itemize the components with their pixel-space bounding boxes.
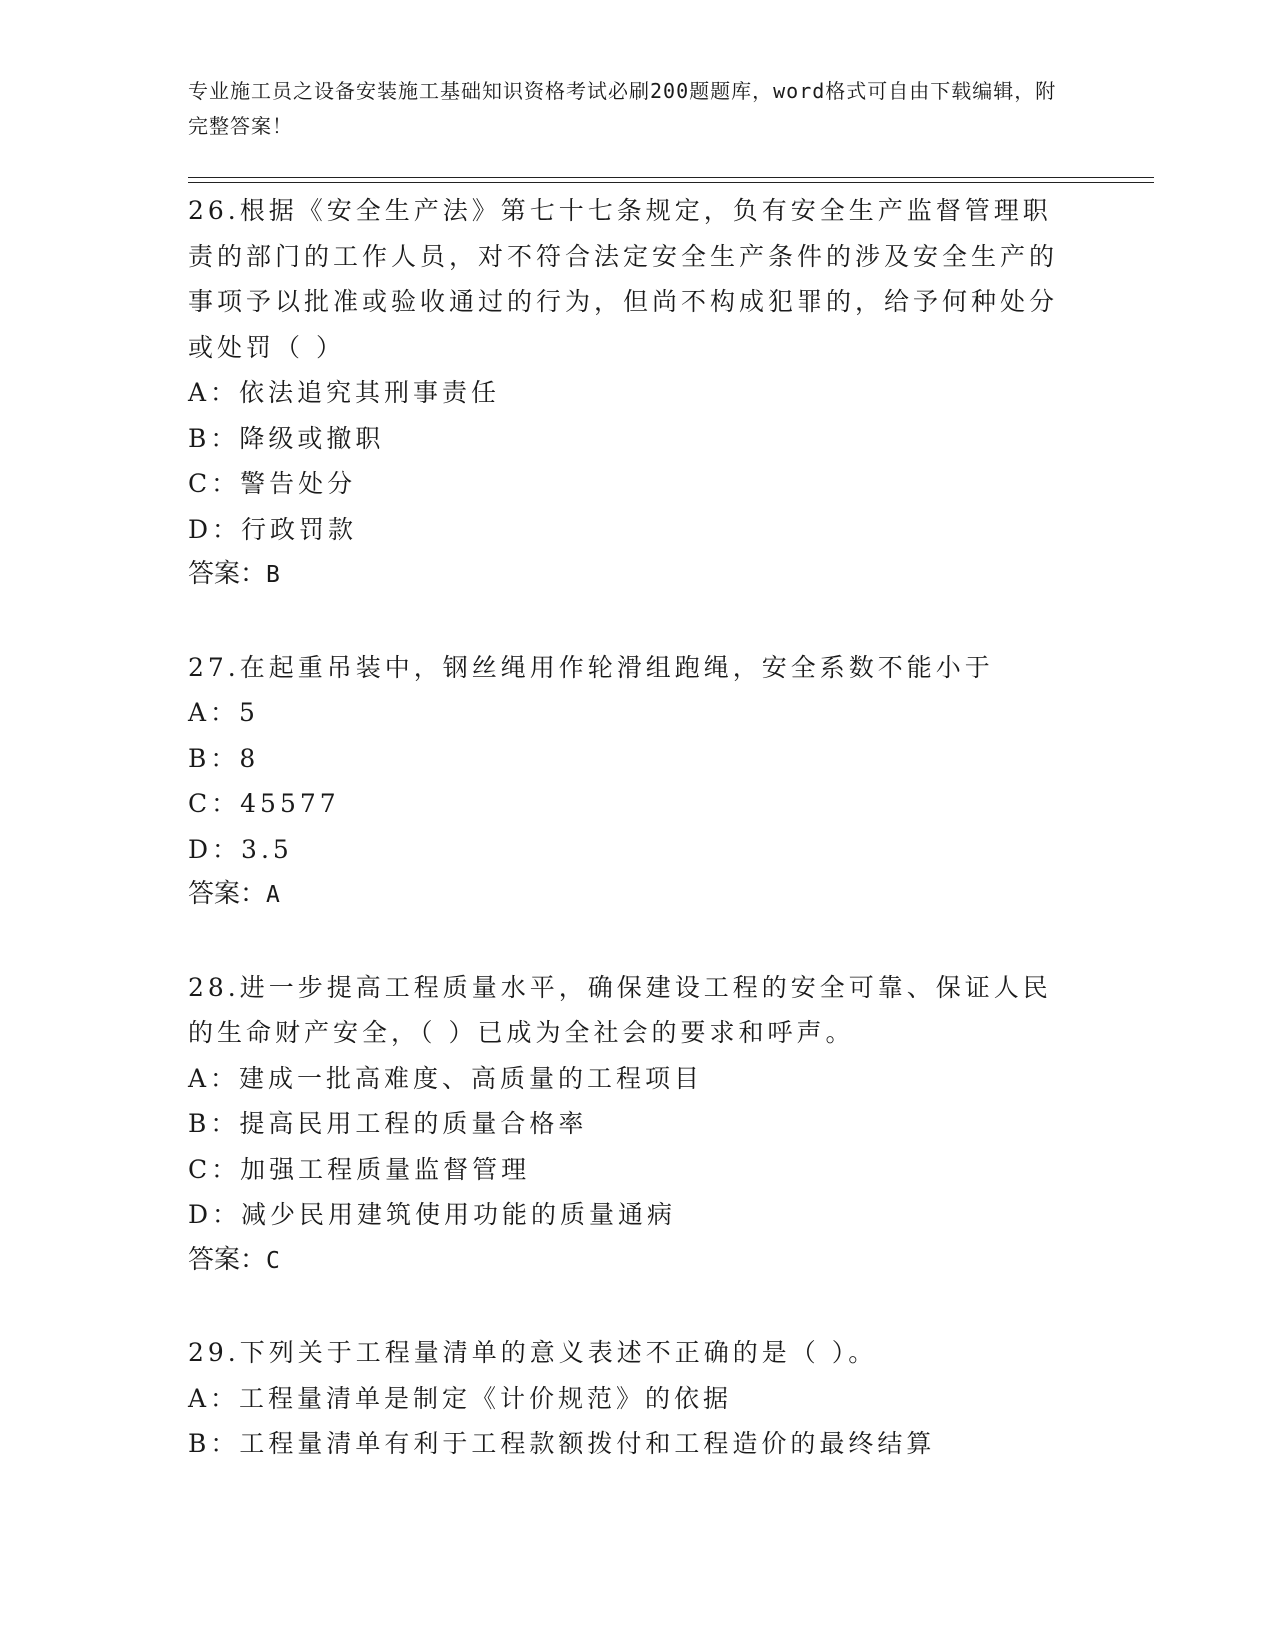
option-a: A：5 <box>188 698 259 727</box>
option-a: A：建成一批高难度、高质量的工程项目 <box>188 1063 704 1093</box>
answer-label: 答案： <box>188 1244 267 1275</box>
question-spacer <box>188 599 1088 645</box>
answer-value: A <box>266 882 280 908</box>
document-header: 专业施工员之设备安装施工基础知识资格考试必刷200题题库，word格式可自由下载编辑，附完整答案！ <box>188 79 1057 138</box>
question-list <box>188 188 1088 1467</box>
question-28 <box>188 965 1088 1285</box>
answer-label: 答案： <box>188 879 267 909</box>
header-divider-thick <box>188 182 1154 183</box>
question-spacer <box>188 919 1088 965</box>
question-stem: 29.下列关于工程量清单的意义表述不正确的是（ ）。 <box>188 1338 878 1367</box>
question-stem: 28.进一步提高工程质量水平，确保建设工程的安全可靠、保证人民的生命财产安全，（ ）已成为全社会的要求和呼声。 <box>188 972 1052 1047</box>
answer-line <box>188 1238 1088 1285</box>
option-b: B：降级或撤职 <box>188 423 385 453</box>
option-c: C：加强工程质量监督管理 <box>188 1154 531 1184</box>
option-d: D：行政罚款 <box>188 514 358 544</box>
option-a: A：依法追究其刑事责任 <box>188 378 501 407</box>
question-27 <box>188 645 1088 919</box>
question-29 <box>188 1330 1088 1467</box>
answer-value: B <box>266 562 280 588</box>
option-c: C：警告处分 <box>188 469 357 498</box>
question-stem: 26.根据《安全生产法》第七十七条规定，负有安全生产监督管理职责的部门的工作人员，对不符合法定安全生产条件的涉及安全生产的事项予以批准或验收通过的行为，但尚不构成犯罪的，给予何种处分或处罚（ ） <box>188 196 1059 362</box>
option-b: B：提高民用工程的质量合格率 <box>188 1109 588 1138</box>
answer-line <box>188 552 1088 599</box>
option-a: A：工程量清单是制定《计价规范》的依据 <box>188 1383 733 1413</box>
option-d: D：3.5 <box>188 834 293 864</box>
option-d: D：减少民用建筑使用功能的质量通病 <box>188 1200 677 1229</box>
answer-label: 答案： <box>188 559 267 589</box>
answer-value: C <box>266 1247 280 1274</box>
header-divider-thin <box>188 177 1154 178</box>
question-spacer <box>188 1284 1088 1330</box>
answer-line <box>188 872 1088 919</box>
option-b: B：工程量清单有利于工程款额拨付和工程造价的最终结算 <box>188 1429 936 1458</box>
option-b: B：8 <box>188 743 260 773</box>
question-stem: 27.在起重吊装中，钢丝绳用作轮滑组跑绳，安全系数不能小于 <box>188 652 994 682</box>
question-26 <box>188 188 1088 599</box>
option-c: C：45577 <box>188 789 340 818</box>
